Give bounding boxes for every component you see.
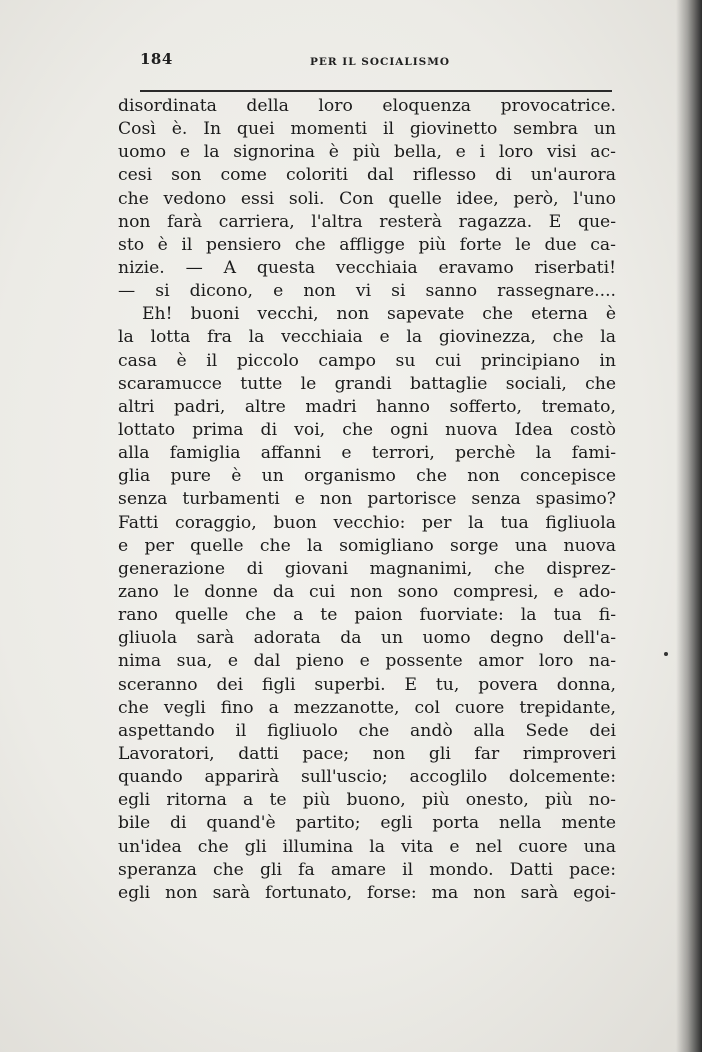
text-line: Fatti coraggio, buon vecchio: per la tua figliuola xyxy=(118,512,616,533)
text-line: gliuola sarà adorata da un uomo degno dell'a- xyxy=(118,628,616,649)
text-line: senza turbamenti e non partorisce senza spasimo? xyxy=(118,489,616,510)
text-line: aspettando il figliuolo che andò alla Sede dei xyxy=(118,720,616,741)
text-line: sto è il pensiero che affligge più forte le due ca- xyxy=(118,234,616,255)
text-line: Eh! buoni vecchi, non sapevate che eterna è xyxy=(142,304,616,325)
page-header xyxy=(140,50,612,92)
text-line: speranza che gli fa amare il mondo. Datti pace: xyxy=(118,859,616,880)
text-line: cesi son come coloriti dal riflesso di un'aurora xyxy=(118,165,616,186)
text-line: bile di quand'è partito; egli porta nella mente xyxy=(118,813,616,834)
text-line: che vedono essi soli. Con quelle idee, però, l'uno xyxy=(118,188,616,209)
text-line: disordinata della loro eloquenza provocatrice. xyxy=(118,96,616,116)
text-line: casa è il piccolo campo su cui principiano in xyxy=(118,350,616,371)
text-line: zano le donne da cui non sono compresi, e ado- xyxy=(118,581,616,602)
running-title: PER IL SOCIALISMO xyxy=(310,56,451,68)
ink-speck xyxy=(664,652,668,656)
text-line: altri padri, altre madri hanno sofferto, tremato, xyxy=(118,396,616,417)
text-line: lottato prima di voi, che ogni nuova Idea costò xyxy=(118,419,616,440)
text-line: alla famiglia affanni e terrori, perchè la fami- xyxy=(118,443,616,464)
page-number: 184 xyxy=(140,50,173,68)
text-line: nima sua, e dal pieno e possente amor loro na- xyxy=(118,651,616,672)
text-line: Così è. In quei momenti il giovinetto sembra un xyxy=(118,119,616,140)
text-line: un'idea che gli illumina la vita e nel cuore una xyxy=(118,836,616,857)
text-line: non farà carriera, l'altra resterà ragazza. E que- xyxy=(118,211,616,232)
text-line: uomo e la signorina è più bella, e i loro visi ac- xyxy=(118,142,616,163)
text-line: generazione di giovani magnanimi, che disprez- xyxy=(118,558,616,579)
page-edge-shadow xyxy=(676,0,702,1052)
text-line: Lavoratori, datti pace; non gli far rimproveri xyxy=(118,743,616,764)
text-line: scaramucce tutte le grandi battaglie sociali, che xyxy=(118,373,616,394)
text-line: glia pure è un organismo che non concepisce xyxy=(118,466,616,487)
text-line: e per quelle che la somigliano sorge una nuova xyxy=(118,535,616,556)
text-line: quando apparirà sull'uscio; accoglilo dolcemente: xyxy=(118,767,616,788)
text-line: egli non sarà fortunato, forse: ma non sarà egoi- xyxy=(118,882,616,903)
text-line: — si dicono, e non vi si sanno rassegnare.... xyxy=(118,281,616,302)
text-line: sceranno dei figli superbi. E tu, povera donna, xyxy=(118,674,616,695)
text-line: la lotta fra la vecchiaia e la giovinezza, che la xyxy=(118,327,616,348)
body-text xyxy=(118,95,616,905)
text-line: egli ritorna a te più buono, più onesto, più no- xyxy=(118,790,616,811)
text-line: nizie. — A questa vecchiaia eravamo riserbati! xyxy=(118,257,616,278)
text-line: rano quelle che a te paion fuorviate: la tua fi- xyxy=(118,605,616,626)
text-line: che vegli fino a mezzanotte, col cuore trepidante, xyxy=(118,697,616,718)
